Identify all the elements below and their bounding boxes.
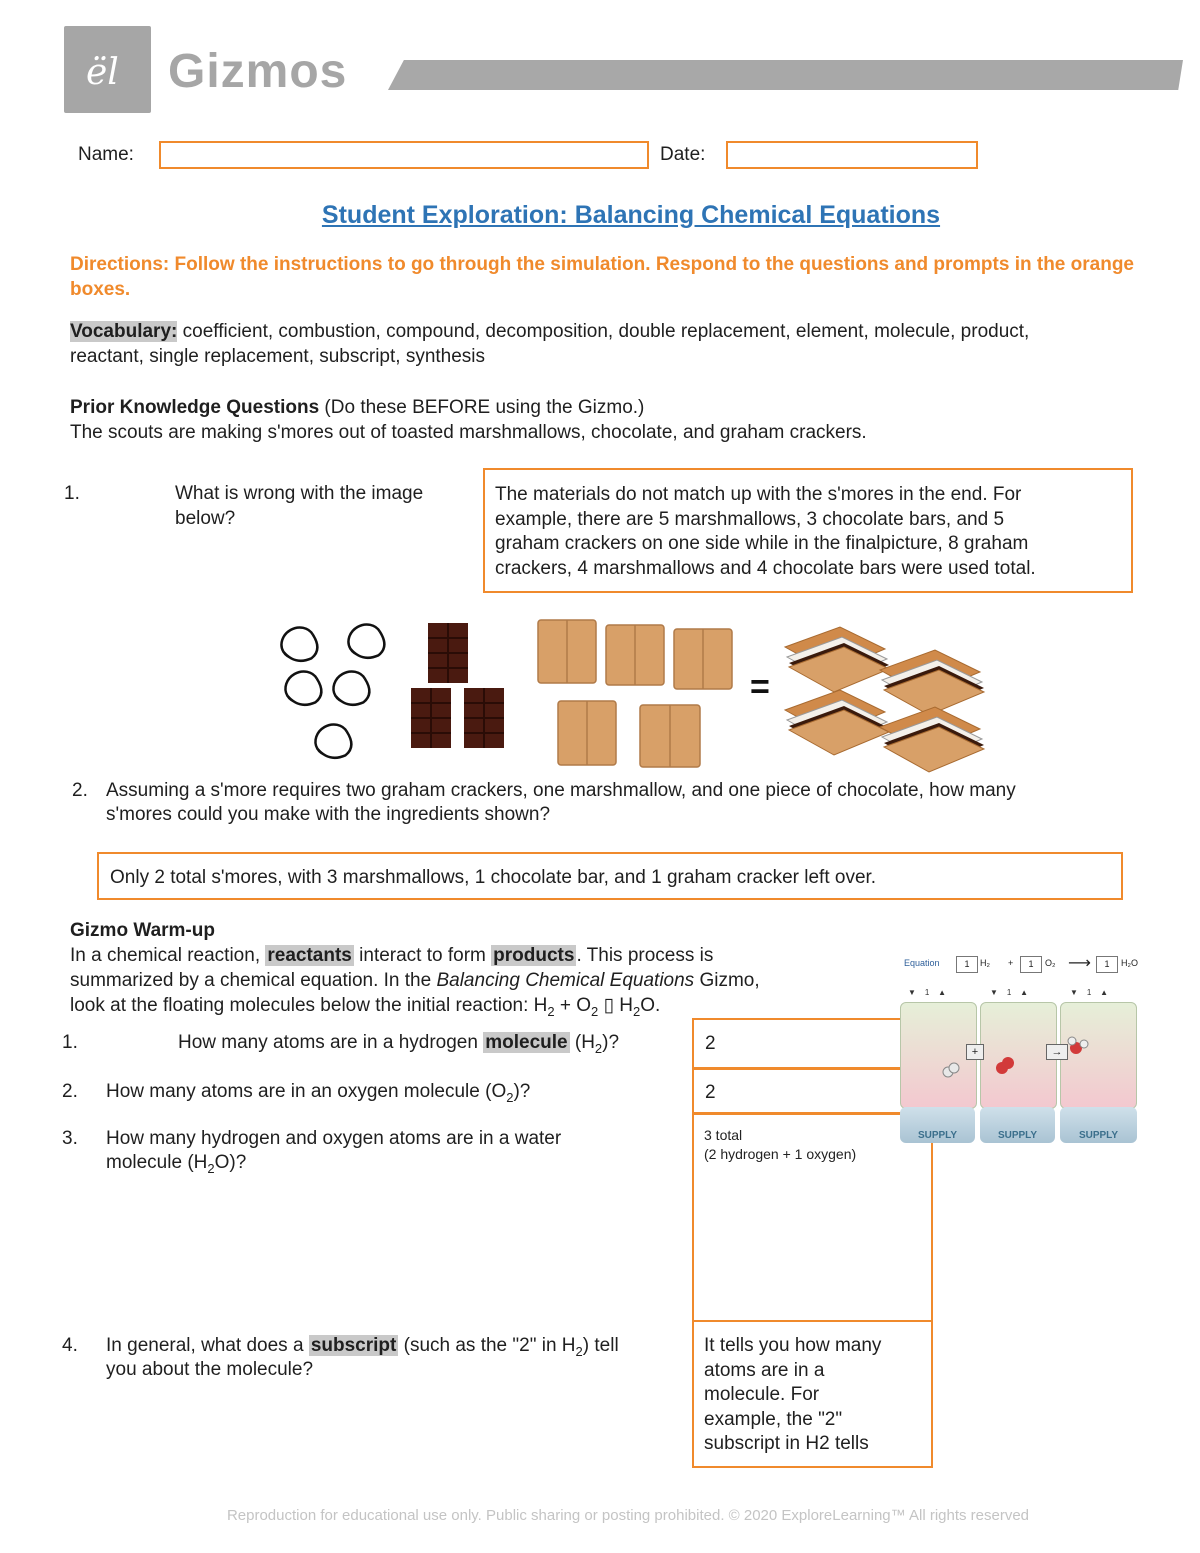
date-field[interactable]: [726, 141, 978, 169]
wu-q4-answer-line: atoms are in a: [704, 1359, 825, 1381]
supply-button-h2o[interactable]: SUPPLY: [1060, 1107, 1137, 1143]
wu-q4-answer-line: example, the "2": [704, 1408, 843, 1430]
wu-q3-text-1: How many hydrogen and oxygen atoms are in a water: [106, 1128, 562, 1149]
equation-label: Equation: [904, 958, 940, 968]
warmup-paragraph-line-1: [70, 944, 713, 969]
supply-button-h2[interactable]: SUPPLY: [900, 1107, 975, 1143]
warmup-text: interact to form: [353, 945, 492, 966]
wu-q4-text-1: In general, what does a subscript (such as the "2" in $H_2$) tell: [106, 1335, 619, 1359]
page-title: Student Exploration: Balancing Chemical Equations: [321, 201, 941, 229]
graham-cracker-icon: [538, 620, 732, 767]
header-bar: [388, 60, 1183, 90]
o2-molecule-icon: [996, 1057, 1014, 1074]
gizmo-name: Balancing Chemical Equations: [436, 970, 695, 991]
wu-q2-number: 2.: [62, 1081, 78, 1102]
warmup-text: Gizmo,: [694, 970, 760, 991]
species-h2o: H₂O: [1121, 958, 1138, 968]
pk-q1-text-1: What is wrong with the image: [175, 483, 424, 504]
wu-q4-text-c: ) tell: [582, 1335, 619, 1356]
warmup-paragraph-line-2: [70, 969, 760, 994]
coefficient-input-o2[interactable]: 1: [1020, 956, 1042, 973]
warmup-text: In a chemical reaction,: [70, 945, 266, 966]
wu-q2-text-b: )?: [513, 1081, 531, 1102]
prior-knowledge-title: Prior Knowledge Questions: [70, 397, 320, 418]
wu-q1-text-b: (H: [569, 1032, 595, 1053]
wu-q3-answer-line-1: 3 total: [704, 1127, 743, 1143]
wu-q4-answer-line: subscript in H2 tells: [704, 1433, 869, 1454]
products-term: products: [493, 945, 575, 966]
stepper-value: 1: [924, 988, 930, 997]
name-field[interactable]: [159, 141, 649, 169]
wu-q1-text-a: How many atoms are in a hydrogen: [178, 1032, 484, 1053]
warmup-text: look at the floating molecules below the initial reaction: H: [70, 995, 548, 1016]
warmup-paragraph-line-3: look at the floating molecules below the initial reaction: $H_2 + O_2$ ▯ $H_2O$.: [70, 995, 661, 1019]
h2o-molecule-icon: [1068, 1037, 1088, 1054]
wu-q4-answer-line: It tells you how many: [704, 1335, 882, 1356]
gizmos-logo-text: Gizmos: [168, 45, 348, 98]
vocabulary-terms-1: coefficient, combustion, compound, decomposition, double replacement, element, molecule, product,: [177, 321, 1030, 342]
wu-q4-text-b: (such as the "2" in H: [398, 1335, 576, 1356]
wu-q1-text-c: )?: [602, 1032, 620, 1053]
marshmallow-icon: [276, 618, 390, 765]
svg-text:ël: ël: [86, 52, 119, 93]
directions-text: Directions: Follow the instructions to go through the simulation. Respond to the questions and prompts in the orange boxes.: [70, 254, 1134, 300]
equals-sign: =: [750, 668, 770, 706]
pk-q1-answer-box[interactable]: [483, 468, 1133, 593]
prior-knowledge-note: (Do these BEFORE using the Gizmo.): [319, 397, 645, 418]
wu-q3-text-2: molecule $(H_2O)$?: [106, 1152, 247, 1176]
wu-q3-answer-line-2: (2 hydrogen + 1 oxygen): [704, 1146, 857, 1162]
stepper-h2[interactable]: ▼ 1 ▲: [908, 988, 947, 997]
vocabulary-line-1: [70, 320, 1029, 345]
species-o2: O₂: [1045, 958, 1056, 968]
gizmo-screenshot: [900, 952, 1150, 1152]
prior-knowledge-heading: [70, 396, 644, 421]
pk-q2-text-2: s'mores could you make with the ingredients shown?: [106, 804, 551, 825]
el-logo-icon: [64, 26, 151, 113]
stepper-value: 1: [1086, 988, 1092, 997]
warmup-heading: Gizmo Warm-up: [70, 920, 215, 941]
molecule-term: molecule: [485, 1032, 568, 1053]
wu-q1-answer: 2: [705, 1033, 716, 1054]
coefficient-input-h2o[interactable]: 1: [1096, 956, 1118, 973]
wu-q3-text-2a: molecule (H: [106, 1152, 208, 1173]
subscript-term: subscript: [310, 1335, 397, 1356]
pk-q1-text-2: below?: [175, 508, 236, 529]
wu-q4-text-a: In general, what does a: [106, 1335, 309, 1356]
prior-knowledge-intro: The scouts are making s'mores out of toasted marshmallows, chocolate, and graham crackers.: [70, 422, 867, 443]
warmup-text: summarized by a chemical equation. In the: [70, 970, 437, 991]
wu-q1-number: 1.: [62, 1032, 78, 1053]
wu-q2-answer: 2: [705, 1082, 716, 1103]
wu-q2-text: How many atoms are in an oxygen molecule $(O_2)$?: [106, 1081, 531, 1105]
pk-q1-answer-line: The materials do not match up with the s'mores in the end. For: [495, 484, 1022, 505]
wu-q1-answer-box[interactable]: [692, 1018, 900, 1070]
stepper-o2[interactable]: ▼ 1 ▲: [990, 988, 1029, 997]
footer-copyright: Reproduction for educational use only. Public sharing or posting prohibited. © 2020 ExploreLearning™ All rights reserved: [226, 1507, 1030, 1524]
reactants-term: reactants: [267, 945, 352, 966]
wu-q3-number: 3.: [62, 1128, 78, 1149]
gizmos-logo-mark: [64, 26, 151, 113]
wu-q2-text-a: How many atoms are in an oxygen molecule (O: [106, 1081, 507, 1102]
react-button[interactable]: →: [1046, 1044, 1068, 1060]
stepper-h2o[interactable]: ▼ 1 ▲: [1070, 988, 1109, 997]
wu-q1-text: How many atoms are in a hydrogen molecule $(H_2)$?: [178, 1032, 620, 1056]
pk-q2-answer-box[interactable]: [97, 852, 1123, 900]
vocabulary-line-2: reactant, single replacement, subscript, synthesis: [70, 346, 486, 367]
pk-q1-answer-line: example, there are 5 marshmallows, 3 chocolate bars, and 5: [495, 508, 1005, 530]
smores-illustration: [270, 615, 990, 775]
wu-q2-answer-box[interactable]: [692, 1067, 900, 1115]
wu-q4-answer-box[interactable]: [692, 1320, 933, 1468]
chocolate-bar-icon: [411, 623, 504, 748]
pk-q1-answer-line: graham crackers on one side while in the finalpicture, 8 graham: [495, 533, 1029, 554]
pk-q2-number: 2.: [72, 780, 88, 801]
molecules: [900, 1002, 1140, 1107]
date-label: Date:: [660, 144, 706, 165]
pk-q1-answer-line: crackers, 4 marshmallows and 4 chocolate bars were used total.: [495, 557, 1036, 579]
warmup-text: . This process is: [576, 945, 714, 966]
plus-sign: +: [1008, 958, 1014, 968]
add-button[interactable]: +: [966, 1044, 984, 1060]
smore-icon: [785, 627, 984, 772]
pk-q2-answer: Only 2 total s'mores, with 3 marshmallows, 1 chocolate bar, and 1 graham cracker left over.: [110, 867, 877, 888]
supply-button-o2[interactable]: SUPPLY: [980, 1107, 1055, 1143]
wu-q3-answer-box[interactable]: [692, 1112, 933, 1322]
pk-q2-text-1: Assuming a s'more requires two graham crackers, one marshmallow, and one piece of chocolate, how many: [106, 780, 1016, 801]
name-label: Name:: [78, 144, 134, 165]
h2-molecule-icon: [943, 1063, 959, 1077]
coefficient-input-h2[interactable]: 1: [956, 956, 978, 973]
reaction-arrow: ⟶: [1068, 955, 1091, 972]
wu-q3-text-2b: O)?: [214, 1152, 247, 1173]
wu-q4-answer-line: molecule. For: [704, 1384, 820, 1405]
species-h2: H₂: [980, 958, 990, 968]
stepper-value: 1: [1006, 988, 1012, 997]
wu-q4-text-2: you about the molecule?: [106, 1359, 314, 1380]
pk-q1-number: 1.: [64, 483, 80, 504]
vocabulary-label: Vocabulary:: [70, 321, 178, 342]
wu-q4-number: 4.: [62, 1335, 78, 1356]
